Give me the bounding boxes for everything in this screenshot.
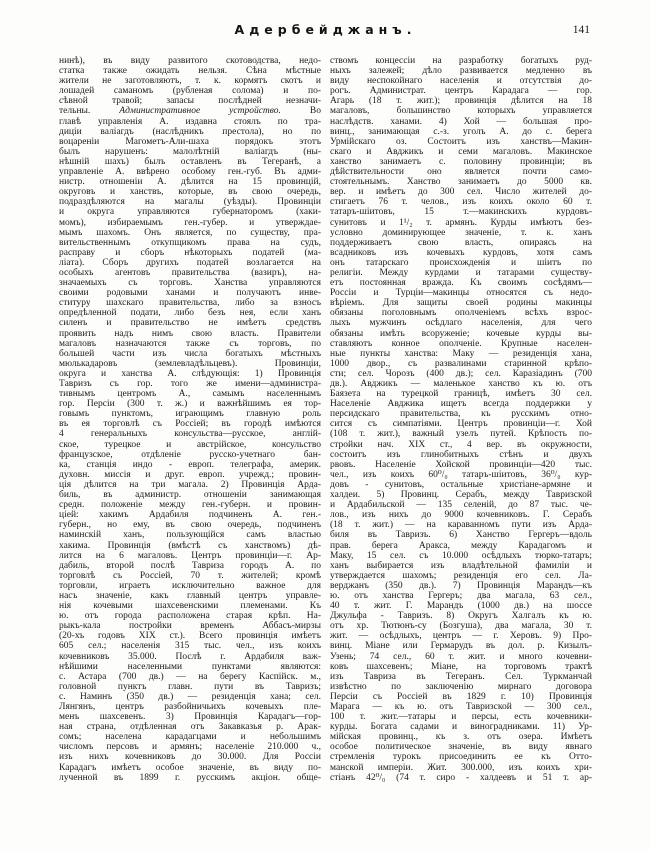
- text-line: вѣріемъ. Для защиты своей родины макинцы: [330, 298, 592, 309]
- text-line: Россіи и Турціи—макинцы относятся съ недо-: [330, 288, 592, 299]
- text-line: стройки нач. XIX ст., 4 вер. въ окружности,: [330, 439, 592, 450]
- italic-text-segment: Административное устройство.: [119, 106, 281, 117]
- text-line: особое политическое значеніе, въ виду явнаго: [330, 742, 592, 753]
- text-line: кочевниковъ 35.000. Послѣ г. Ардабиля важ-: [59, 651, 321, 662]
- text-line: проявить надъ нимъ свою власть. Правители: [59, 328, 321, 339]
- text-line: Маку, 15 сел. съ 10.000 осѣдлыхъ тюрко-татаръ;: [330, 550, 592, 561]
- text-line: стіанъ 42⁰/₀ (74 т. сиро - халдеевъ и 51 т. ар-: [330, 772, 592, 783]
- text-line: ціей: хакимъ Ардабиля подчиненъ А. ген.-: [59, 510, 321, 521]
- text-line: Урмійскаго оз. Состоитъ изъ ханствъ—Макин-: [330, 136, 592, 147]
- text-line: чел., изъ коихъ 60⁰/₀ татаръ-шіитовъ, 36⁰/₀ кур-: [330, 469, 592, 480]
- text-line: дв.). Авджикъ — маленькое ханство къ ю. отъ: [330, 379, 592, 389]
- text-line: 40 т. жит. Г. Марандъ (1000 дв.) на шоссе: [330, 601, 592, 612]
- text-line: говымъ пунктомъ, играющимъ главную роль: [59, 409, 321, 420]
- text-line: утверждается шахомъ; резиденція его сел. Ла-: [330, 570, 592, 581]
- right-column: [330, 56, 592, 783]
- text-line: головной пунктъ главн. пути въ Тавризъ;: [59, 681, 321, 692]
- text-line: с. Наминъ (350 дв.) — резиденція хана; сел.: [59, 691, 321, 702]
- text-line: вер. и имѣетъ до 300 сел. Число жителей до-: [330, 187, 592, 198]
- text-line: наминскій ханъ, пользующійся самъ властью: [59, 530, 321, 541]
- text-line: средн. положеніе между ген.-губерн. и провин-: [59, 500, 321, 511]
- text-line: расправу и сборъ нѣкоторыхъ податей (ма-: [59, 247, 321, 258]
- text-line: ные пункты ханства: Маку — резиденція хана,: [330, 348, 592, 359]
- text-line: стигаетъ 76 т. челов., изъ коихъ около 60 т.: [330, 197, 592, 208]
- text-line: 1000 двор., съ развалинами старинной крѣпо-: [330, 358, 592, 369]
- text-line: сти; сел. Чорозъ (400 дв.); сел. Каразіадинъ (700: [330, 368, 592, 379]
- text-line: нинѣ), въ виду развитого скотоводства, недо-: [59, 56, 321, 66]
- text-line: [59, 106, 321, 116]
- text-line: биль, въ администр. отношеніи занимающая: [59, 490, 321, 501]
- text-line: курды. Богата садами и виноградниками. 11) Ур-: [330, 722, 592, 733]
- text-line: диціи валіагдъ (наслѣдникъ престола), но по: [59, 126, 321, 137]
- text-line: нистр. отношеніи А. дѣлится на 15 провинцій,: [59, 177, 321, 188]
- text-line: татаръ-шіитовъ, 15 т.—макинскихъ курдовъ-: [330, 207, 592, 218]
- text-line: момъ), избираемымъ ген.-губер. и утверждае-: [59, 217, 321, 228]
- text-line: поддерживаетъ свою власть, опираясь на: [330, 237, 592, 248]
- left-column: [59, 56, 321, 783]
- text-line: изъ Тавриза въ Тегеранъ. Сел. Туркманчай: [330, 671, 592, 682]
- text-line: воцареніи Магометъ-Али-шаха порядокъ этотъ: [59, 136, 321, 147]
- article-body: [59, 56, 592, 783]
- text-line: Населеніе Авджика ищетъ всегда поддержки у: [330, 399, 592, 410]
- text-line: Баязета на турецкой границѣ, имѣетъ 30 сел.: [330, 389, 592, 400]
- text-line: и Ардабильской — 135 селеній, до 87 тыс. че-: [330, 500, 592, 511]
- text-line: Агарь (18 т. жит.); провинція дѣлится на 18: [330, 96, 592, 107]
- text-line: обязаны имѣть всоруженіе; кочевые курды вы-: [330, 328, 592, 339]
- text-segment: Во: [280, 106, 321, 117]
- text-line: ка, станція индо - европ. телеграфа, америк.: [59, 459, 321, 470]
- text-line: губерн., но ему, въ свою очередь, подчиненъ: [59, 520, 321, 531]
- text-line: своими родовыми ханами и получаютъ инве-: [59, 288, 321, 299]
- text-line: дѣйствительности оно является почти само-: [330, 167, 592, 178]
- text-line: ныхъ залежей; дѣло развивается медленно въ: [330, 66, 592, 77]
- text-line: мымъ шахомъ. Онъ является, по существу, пра-: [59, 227, 321, 238]
- text-line: лов., изъ нихъ до 9000 кочевниковъ. Г. Серабъ: [330, 510, 592, 521]
- text-line: числомъ персовъ и армянъ; населеніе 210.000 ч.,: [59, 742, 321, 753]
- text-line: виду неспокойнаго населенія и отсутствія до-: [330, 76, 592, 87]
- text-line: менъ шахсевенъ. 3) Провинція Карадагъ—гор-: [59, 712, 321, 723]
- text-line: нѣшній шахъ) былъ оставленъ въ Тегеранѣ, а: [59, 156, 321, 167]
- text-line: вительственнымъ откупщикомъ права на судъ,: [59, 237, 321, 248]
- text-line: нія кочевыми шахсевенскими племенами. Къ: [59, 601, 321, 612]
- text-line: магаловъ, большинство которыхъ управляется: [330, 106, 592, 117]
- text-line: ліата). Сборъ другихъ податей возлагается на: [59, 257, 321, 268]
- text-line: отъ хр. Тютюнъ-су (Бозгуша), два магала, 30 т.: [330, 621, 592, 632]
- text-line: округа и ханства А. слѣдующія: 1) Провинція: [59, 368, 321, 379]
- text-line: 4 генеральныхъ консульства—русское, англій-: [59, 429, 321, 440]
- text-line: лошадей саманомъ (рубленая солома) и по-: [59, 86, 321, 97]
- text-line: ная страна, отдѣленная отъ Закавказья р. Арак-: [59, 722, 321, 733]
- text-line: онъ татарскаго происхожденія и шіитъ по: [330, 257, 592, 268]
- text-line: стремленія турокъ присоединить ее къ Отто-: [330, 752, 592, 763]
- text-line: 100 т. жит.—татары и персы, есть кочевники-: [330, 712, 592, 723]
- text-line: халдеи. 5) Провинц. Серабъ, между Тавризской: [330, 490, 592, 501]
- text-line: мійская провинц., къ з. отъ озера. Имѣетъ: [330, 732, 592, 743]
- text-line: подраздѣляются на магалы (уѣзды). Провинціи: [59, 197, 321, 208]
- page-header: [59, 22, 592, 38]
- text-line: персидскаго правительства, къ русскимъ отно-: [330, 409, 592, 420]
- text-line: ю. отъ города расположена старая крѣп. На-: [59, 611, 321, 622]
- text-line: Марага — къ ю. отъ Тавризской — 300 сел.,: [330, 702, 592, 712]
- text-line: дабиль, второй послѣ Тавриза городъ А. по: [59, 560, 321, 571]
- text-line: особыхъ агентовъ правительства (вазиръ), на-: [59, 267, 321, 278]
- text-line: ю. отъ ханства Гергеръ; два магала, 63 сел.,: [330, 590, 592, 601]
- text-line: Персіи съ Россіей въ 1829 г. 10) Провинція: [330, 691, 592, 702]
- text-line: (20-хъ годовъ XIX ст.). Всего провинція имѣетъ: [59, 631, 321, 642]
- text-line: ское, турецкое и австрійское, консульство: [59, 439, 321, 450]
- text-line: изъ нихъ кочевниковъ до 30.000. Для Россіи: [59, 752, 321, 763]
- text-line: большей части изъ числа богатыхъ мѣстныхъ: [59, 348, 321, 359]
- text-line: сомъ; населена карадагцами и небольшимъ: [59, 732, 321, 743]
- text-line: довъ - сунитовъ, остальные христіане-армяне и: [330, 479, 592, 490]
- text-line: и округа управляются губернаторомъ (хаки-: [59, 207, 321, 218]
- text-line: условно доминирующее значеніе, т. к. ханъ: [330, 227, 592, 238]
- text-line: силенъ и правительство не имѣетъ средствъ: [59, 318, 321, 329]
- text-line: ституру шахскаго правительства, либо за взносъ: [59, 298, 321, 309]
- text-line: главѣ управленія А. издавна стоялъ по тра-: [59, 116, 321, 127]
- text-line: с. Астара (700 дв.) — на берегу Каспійск. м.,: [59, 671, 321, 682]
- text-line: жители не заготовляютъ, т. к. кормятъ скотъ и: [59, 76, 321, 87]
- text-line: состоитъ изъ глинобитныхъ стѣнъ и двухъ: [330, 449, 592, 460]
- text-line: 605 сел.; населенія 315 тыс. чел., изъ коихъ: [59, 641, 321, 652]
- text-line: управленіе А. ввѣрено особому ген.-губ. Въ адми-: [59, 167, 321, 178]
- page-number: 141: [572, 24, 590, 36]
- text-line: Карадагъ имѣетъ особое значеніе, въ виду по-: [59, 762, 321, 773]
- text-line: французское, отдѣленіе русско-учетнаго бан-: [59, 449, 321, 460]
- text-segment: тельны.: [59, 106, 120, 117]
- text-line: округовъ и ханствъ, которые, въ свою очередь,: [59, 187, 321, 198]
- text-line: обязаны поголовнымъ ополченіемъ всѣхъ взрос-: [330, 308, 592, 319]
- text-line: рогъ. Администрат. центръ Карадага — гор.: [330, 86, 592, 97]
- text-line: магаловъ назначаются также съ торговъ, по: [59, 338, 321, 349]
- text-line: торговли, играетъ исключительно важное для: [59, 580, 321, 591]
- text-line: прав. берега Аракса, между Карадагомъ и: [330, 540, 592, 551]
- text-line: ханъ выбирается изъ владѣтельной фамиліи и: [330, 560, 592, 571]
- text-line: манской имперіи. Жит. 300.000, изъ коихъ хри-: [330, 762, 592, 773]
- text-line: Лянгянъ, центръ разбойничьихъ кочевыхъ пле-: [59, 702, 321, 712]
- text-line: лится на 6 магаловъ. Центръ провинціи—г. Ар-: [59, 550, 321, 561]
- text-line: ція дѣлится на три магала. 2) Провинція Арда-: [59, 479, 321, 490]
- text-line: гор. Персіи (300 т. ж.) и важнѣйшимъ ея тор-: [59, 399, 321, 410]
- text-line: насъ значеніе, какъ главный центръ управле-: [59, 590, 321, 601]
- text-line: торговлѣ съ Россіей, 70 т. жителей; кромѣ: [59, 570, 321, 581]
- text-line: винц., занимающая с.-з. уголъ А. до с. берега: [330, 126, 592, 137]
- text-line: биля въ Тавризъ. 6) Ханство Гергеръ—вдоль: [330, 530, 592, 541]
- text-line: наслѣдств. ханами. 4) Хой — большая про-: [330, 116, 592, 127]
- text-line: Джульфа - Тавризъ. 8) Округъ Халгалъ къ ю.: [330, 611, 592, 622]
- text-line: Узень; 74 сел., 60 т. жит. и много кочевни-: [330, 651, 592, 662]
- text-line: сится съ симпатіями. Центръ провинціи—г. Хой: [330, 419, 592, 430]
- text-line: рвовъ. Населеніе Хойской провинціи—420 тыс.: [330, 459, 592, 470]
- text-line: ствомъ концессіи на разработку богатыхъ руд-: [330, 56, 592, 66]
- text-line: ставляютъ конное ополченіе. Крупные населен-: [330, 338, 592, 349]
- text-line: верджанъ (350 дв.). 7) Провинція Марандъ—къ: [330, 580, 592, 591]
- text-line: въ ея торговлѣ съ Россіей; въ городѣ имѣются: [59, 419, 321, 430]
- text-line: лыхъ мужчинъ осѣдлаго населенія, для чего: [330, 318, 592, 329]
- text-line: сѣвной травой; запасы послѣдней незначи-: [59, 96, 321, 107]
- text-line: хакима. Провинція (вмѣстѣ съ ханствомъ) дѣ-: [59, 540, 321, 551]
- text-line: етъ постоянная вражда. Къ своимъ сосѣдямъ—: [330, 278, 592, 289]
- text-line: духовн. миссія и друг. европ. учрежд.; провин-: [59, 469, 321, 480]
- text-line: Тавризъ съ гор. того же имени—администра-: [59, 379, 321, 389]
- text-line: статка также ожидать нельзя. Сѣна мѣстные: [59, 66, 321, 77]
- page-title: Адербейджанъ.: [234, 22, 417, 37]
- text-line: тивнымъ центромъ А., самымъ населеннымъ: [59, 389, 321, 400]
- text-line: опредѣленной подати, либо безъ нея, если ханъ: [59, 308, 321, 319]
- text-line: лученной въ 1899 г. русскимъ акціон. обще-: [59, 772, 321, 783]
- text-line: значаемыхъ съ торговъ. Ханства управляются: [59, 278, 321, 289]
- text-line: (18 т. жит.) — на караванномъ пути изъ Арда-: [330, 520, 592, 531]
- text-line: мюлькадаровъ (землевладѣльцевъ). Провинціи,: [59, 358, 321, 369]
- text-line: стоятельнымъ. Ханство занимаетъ до 5000 кв.: [330, 177, 592, 188]
- text-line: (108 т. жит.), важный узелъ путей. Крѣпость по-: [330, 429, 592, 440]
- text-line: скаго и Авджикъ и семи магаловъ. Макинское: [330, 146, 592, 157]
- text-line: ковъ шахсевенъ; Міане, на торговомъ трактѣ: [330, 661, 592, 672]
- text-line: жит. — осѣдлыхъ, центръ — г. Херовъ. 9) Про-: [330, 631, 592, 642]
- text-line: сунитовъ и 1¹/₂ т. армянъ. Курды имѣютъ без-: [330, 217, 592, 228]
- text-line: винц. Міане или Гермарудъ въ дол. р. Кизылъ-: [330, 641, 592, 652]
- text-line: былъ нарушенъ: малолѣтній валіагдъ (ны-: [59, 146, 321, 157]
- text-line: извѣстно по заключенію мирнаго договора: [330, 681, 592, 692]
- text-line: религіи. Между курдами и татарами существу-: [330, 267, 592, 278]
- text-line: рыкъ-кала постройки временъ Аббасъ-мирзы: [59, 621, 321, 632]
- text-line: нѣйшими населенными пунктами являются:: [59, 661, 321, 672]
- text-line: всадниковъ изъ кочевыхъ курдовъ, хотя самъ: [330, 247, 592, 258]
- text-line: ханство занимаетъ с. половину провинціи; въ: [330, 156, 592, 167]
